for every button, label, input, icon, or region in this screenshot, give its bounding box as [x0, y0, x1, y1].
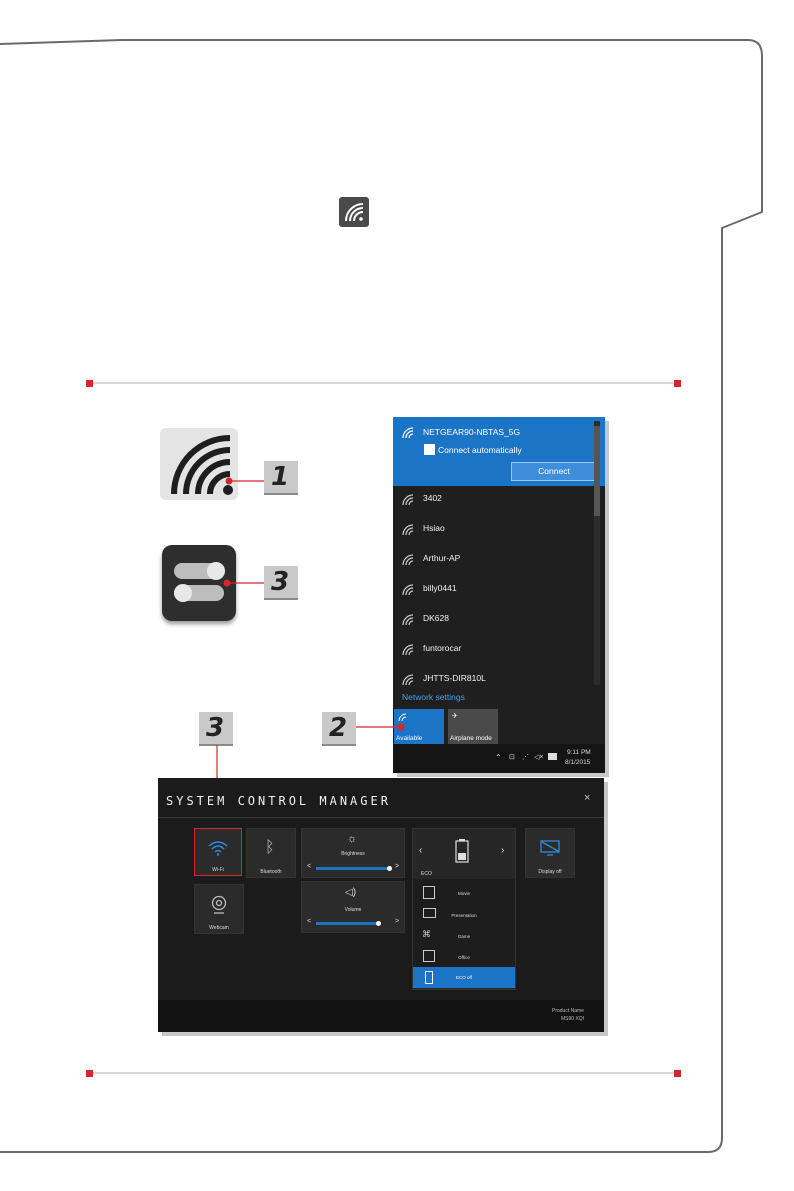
wifi-secured-icon — [401, 584, 415, 596]
tray-time: 9:11 PM — [567, 749, 591, 756]
volume-increase[interactable]: > — [395, 918, 400, 925]
separator-line-bottom — [93, 1072, 674, 1074]
mode-label: Presentation — [451, 913, 477, 918]
network-item[interactable] — [393, 515, 593, 545]
card-label: Webcam — [209, 925, 229, 931]
network-item[interactable] — [393, 605, 593, 635]
card-label: Volume — [344, 907, 362, 913]
separator-dot-left — [86, 380, 93, 387]
brightness-knob[interactable] — [387, 866, 392, 871]
system-control-manager-window — [158, 778, 604, 1032]
volume-knob[interactable] — [376, 921, 381, 926]
wifi-card[interactable] — [194, 828, 242, 876]
connected-network-panel[interactable] — [393, 417, 605, 486]
callout-3b: 3 — [199, 712, 233, 746]
separator-dot-right — [674, 1070, 681, 1077]
airplane-icon: ✈ — [452, 713, 458, 720]
brightness-card — [301, 828, 405, 878]
wifi-secured-icon — [401, 614, 415, 626]
brightness-decrease[interactable]: < — [307, 863, 312, 870]
eco-next[interactable]: › — [501, 845, 505, 856]
connected-network-name: NETGEAR90-NBTAS_5G — [423, 427, 521, 437]
wifi-signal-icon — [401, 427, 415, 439]
mode-label: Movie — [457, 891, 470, 896]
callout-3a: 3 — [264, 566, 298, 600]
volume-slider[interactable] — [316, 922, 378, 925]
callout-1-connector — [225, 475, 267, 489]
close-button[interactable]: × — [584, 792, 591, 804]
wifi-inline-icon — [339, 197, 369, 227]
taskbar — [393, 744, 605, 773]
network-item[interactable] — [393, 485, 593, 515]
product-name-value: MS90 XQI — [561, 1016, 585, 1022]
product-name-label: Product Name — [552, 1008, 584, 1014]
volume-icon: ◁) — [345, 887, 357, 898]
airplane-mode-tile[interactable] — [448, 709, 498, 744]
network-item[interactable] — [393, 635, 593, 665]
network-name: Hsiao — [423, 523, 445, 533]
tray-notification-icon[interactable] — [548, 753, 557, 760]
scm-title: SYSTEM CONTROL MANAGER — [166, 794, 391, 808]
title-divider — [158, 817, 604, 818]
wifi-secured-icon — [401, 524, 415, 536]
connect-auto-checkbox[interactable] — [424, 444, 435, 455]
card-label: Wi-Fi — [212, 867, 224, 873]
wifi-secured-icon — [401, 644, 415, 656]
tray-chevron-up-icon[interactable]: ⌃ — [495, 753, 502, 762]
tile-label: Available — [396, 735, 423, 742]
connect-button[interactable]: Connect — [511, 462, 597, 481]
network-name: JHTTS-DIR810L — [423, 673, 486, 683]
network-item[interactable] — [393, 545, 593, 575]
separator-dot-right — [674, 380, 681, 387]
callout-2: 2 — [322, 712, 356, 746]
display-off-icon — [540, 840, 560, 856]
scm-footer — [158, 1000, 604, 1032]
mode-label: Game — [457, 934, 471, 939]
mode-label: ECO off — [456, 975, 472, 980]
mode-label: Office — [458, 955, 470, 960]
card-label: Display off — [538, 869, 562, 875]
bluetooth-icon: ᛒ — [265, 839, 275, 856]
callout-3a-connector — [223, 577, 267, 589]
eco-label: ECO — [421, 871, 432, 877]
network-name: billy0441 — [423, 583, 457, 593]
mode-movie[interactable] — [413, 883, 515, 904]
eco-prev[interactable]: ‹ — [419, 845, 423, 856]
separator-dot-left — [86, 1070, 93, 1077]
network-name: funtorocar — [423, 643, 462, 653]
wifi-secured-icon — [401, 554, 415, 566]
battery-icon — [455, 839, 469, 863]
wifi-key-icon — [160, 428, 238, 500]
gamepad-icon: ⌘ — [422, 929, 431, 939]
mode-game[interactable] — [413, 926, 515, 947]
wifi-secured-icon — [401, 494, 415, 506]
wifi-flyout — [393, 417, 605, 773]
brightness-slider[interactable] — [316, 867, 390, 870]
brightness-increase[interactable]: > — [395, 863, 400, 870]
network-item[interactable] — [393, 575, 593, 605]
bluetooth-card[interactable] — [246, 828, 296, 878]
separator-line-top — [93, 382, 674, 384]
tile-label: Airplane mode — [450, 735, 492, 742]
callout-2-connector — [356, 720, 406, 734]
network-name: 3402 — [423, 493, 442, 503]
mode-list — [413, 879, 515, 967]
tray-date: 8/1/2015 — [565, 759, 591, 766]
wifi-secured-icon — [401, 674, 415, 686]
network-item[interactable] — [393, 665, 593, 695]
wifi-icon — [208, 840, 228, 856]
mode-presentation[interactable] — [413, 905, 515, 926]
tray-network-icon[interactable]: ⊡ — [509, 754, 515, 761]
connect-auto-label: Connect automatically — [438, 445, 522, 455]
brightness-icon: ☼ — [347, 833, 358, 845]
display-off-card[interactable] — [525, 828, 575, 878]
tray-volume-icon[interactable]: ◁× — [534, 754, 544, 761]
network-name: Arthur-AP — [423, 553, 461, 563]
scrollbar-thumb[interactable] — [594, 426, 600, 516]
volume-decrease[interactable]: < — [307, 918, 312, 925]
webcam-icon — [211, 895, 227, 915]
network-name: DK628 — [423, 613, 449, 623]
card-label: Bluetooth — [260, 869, 282, 875]
card-label: Brightness — [341, 851, 365, 857]
flyout-scrollbar[interactable] — [594, 421, 600, 685]
callout-1: 1 — [264, 461, 298, 495]
volume-card — [301, 881, 405, 933]
eco-panel — [412, 828, 516, 990]
tray-wifi-icon[interactable]: ⋰ — [522, 754, 529, 761]
webcam-card[interactable] — [194, 884, 244, 934]
mode-office[interactable] — [413, 947, 515, 968]
network-settings-link[interactable]: Network settings — [402, 692, 465, 702]
mode-eco-off[interactable] — [413, 967, 515, 988]
